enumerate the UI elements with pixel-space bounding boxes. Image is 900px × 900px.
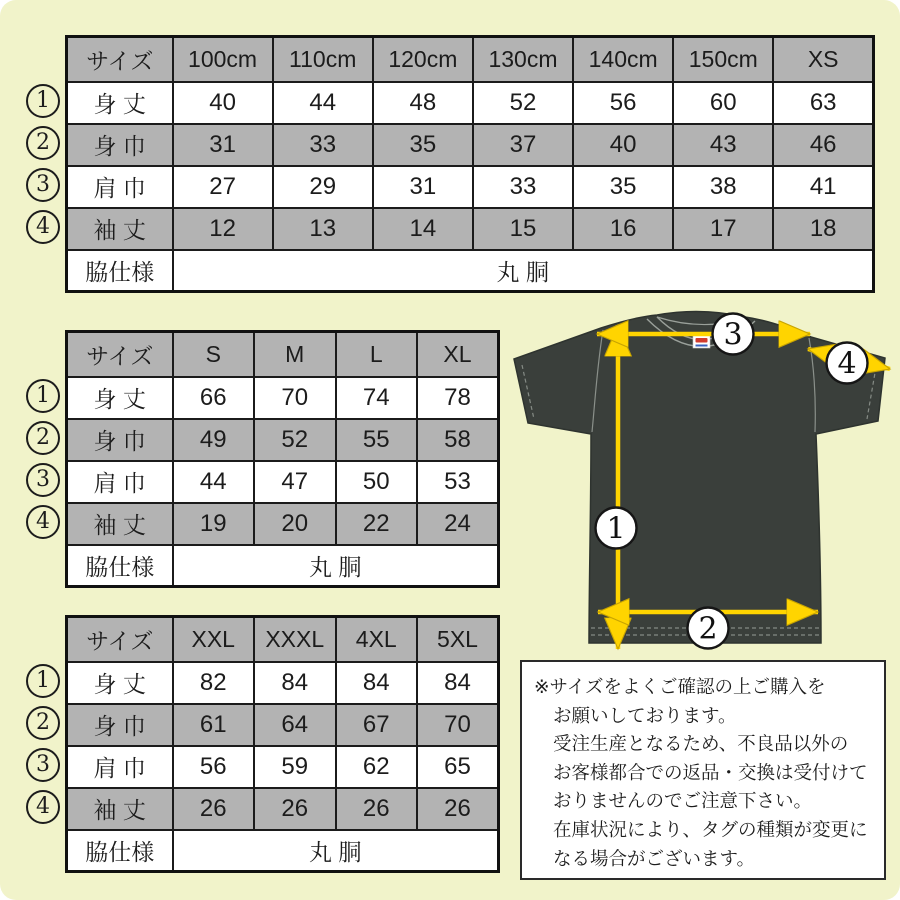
- measure-row-label: 身 丈: [67, 82, 173, 124]
- size-value-cell: 35: [573, 166, 673, 208]
- callout-4-badge: [827, 343, 868, 384]
- size-column-header: XXL: [173, 617, 255, 662]
- size-value-cell: 41: [773, 166, 873, 208]
- size-value-cell: 50: [336, 461, 418, 503]
- kids-size-table: [65, 35, 875, 293]
- big-size-table-block: [24, 615, 500, 873]
- size-value-cell: 84: [336, 662, 418, 704]
- size-column-header: XS: [773, 37, 873, 82]
- callout-2-label: 2: [698, 611, 718, 647]
- size-value-cell: 26: [254, 788, 336, 830]
- size-value-cell: 14: [373, 208, 473, 250]
- size-value-cell: 44: [273, 82, 373, 124]
- callout-1-label: 1: [606, 511, 626, 547]
- size-value-cell: 40: [173, 82, 273, 124]
- note-line: お願いしております。: [553, 704, 737, 726]
- size-value-cell: 15: [473, 208, 573, 250]
- size-header-label: サイズ: [67, 617, 173, 662]
- size-value-cell: 33: [473, 166, 573, 208]
- size-column-header: 5XL: [417, 617, 499, 662]
- size-value-cell: 31: [373, 166, 473, 208]
- measure-row-label: 身 丈: [67, 662, 173, 704]
- note-line: お客様都合での返品・交換は受付けて: [553, 761, 868, 783]
- size-value-cell: 52: [254, 419, 336, 461]
- size-value-cell: 67: [336, 704, 418, 746]
- size-column-header: 120cm: [373, 37, 473, 82]
- measure-row-label: 袖 丈: [67, 208, 173, 250]
- big-size-table: [65, 615, 500, 873]
- note-line: なる場合がございます。: [553, 847, 756, 869]
- size-value-cell: 56: [173, 746, 255, 788]
- size-value-cell: 60: [673, 82, 773, 124]
- size-column-header: 130cm: [473, 37, 573, 82]
- adult-size-table-block: [24, 330, 500, 588]
- row-number-badge: 1: [26, 84, 60, 118]
- side-spec-label: 脇仕様: [67, 830, 173, 872]
- row-number-badge: 3: [26, 748, 60, 782]
- callout-3-label: 3: [723, 317, 743, 353]
- size-value-cell: 16: [573, 208, 673, 250]
- size-header-label: サイズ: [67, 332, 173, 377]
- size-column-header: S: [173, 332, 255, 377]
- size-value-cell: 70: [417, 704, 499, 746]
- size-value-cell: 53: [417, 461, 499, 503]
- tshirt-measurement-diagram: [505, 307, 895, 652]
- row-number-badge: 3: [26, 168, 60, 202]
- size-value-cell: 52: [473, 82, 573, 124]
- size-value-cell: 58: [417, 419, 499, 461]
- size-value-cell: 43: [673, 124, 773, 166]
- note-line: おりませんのでご注意下さい。: [553, 790, 813, 812]
- size-column-header: XXXL: [254, 617, 336, 662]
- size-column-header: 100cm: [173, 37, 273, 82]
- kids-row-number-gutter: [24, 35, 60, 290]
- row-number-badge: 4: [26, 210, 60, 244]
- callout-4-label: 4: [837, 346, 857, 382]
- size-value-cell: 49: [173, 419, 255, 461]
- size-value-cell: 62: [336, 746, 418, 788]
- kids-size-table-block: [24, 35, 875, 293]
- size-value-cell: 18: [773, 208, 873, 250]
- adult-row-number-gutter: [24, 330, 60, 585]
- side-spec-value: 丸 胴: [173, 830, 499, 872]
- size-value-cell: 13: [273, 208, 373, 250]
- row-number-badge: 2: [26, 126, 60, 160]
- row-number-badge: 2: [26, 706, 60, 740]
- size-value-cell: 35: [373, 124, 473, 166]
- adult-size-table: [65, 330, 500, 588]
- purchase-note-box: [520, 660, 886, 880]
- size-value-cell: 65: [417, 746, 499, 788]
- size-value-cell: 70: [254, 377, 336, 419]
- size-value-cell: 33: [273, 124, 373, 166]
- measure-row-label: 身 巾: [67, 419, 173, 461]
- size-value-cell: 27: [173, 166, 273, 208]
- size-value-cell: 26: [336, 788, 418, 830]
- big-row-number-gutter: [24, 615, 60, 870]
- row-number-badge: 1: [26, 664, 60, 698]
- callout-3-badge: [713, 314, 754, 355]
- measure-row-label: 肩 巾: [67, 461, 173, 503]
- size-column-header: 110cm: [273, 37, 373, 82]
- size-value-cell: 63: [773, 82, 873, 124]
- measure-row-label: 肩 巾: [67, 746, 173, 788]
- size-value-cell: 66: [173, 377, 255, 419]
- collar-brand-tag-icon: [693, 335, 710, 348]
- size-value-cell: 61: [173, 704, 255, 746]
- size-value-cell: 40: [573, 124, 673, 166]
- row-number-badge: 4: [26, 790, 60, 824]
- size-value-cell: 37: [473, 124, 573, 166]
- note-line: ※サイズをよくご確認の上ご購入を: [534, 676, 826, 697]
- size-value-cell: 20: [254, 503, 336, 545]
- measure-row-label: 身 丈: [67, 377, 173, 419]
- measure-row-label: 身 巾: [67, 124, 173, 166]
- row-number-badge: 2: [26, 421, 60, 455]
- size-value-cell: 48: [373, 82, 473, 124]
- size-value-cell: 24: [417, 503, 499, 545]
- size-value-cell: 44: [173, 461, 255, 503]
- size-value-cell: 84: [417, 662, 499, 704]
- size-value-cell: 74: [336, 377, 418, 419]
- size-value-cell: 38: [673, 166, 773, 208]
- size-value-cell: 26: [173, 788, 255, 830]
- callout-2-badge: [688, 608, 729, 649]
- size-column-header: L: [336, 332, 418, 377]
- measure-row-label: 袖 丈: [67, 503, 173, 545]
- size-value-cell: 46: [773, 124, 873, 166]
- size-value-cell: 64: [254, 704, 336, 746]
- size-value-cell: 55: [336, 419, 418, 461]
- size-value-cell: 19: [173, 503, 255, 545]
- side-spec-value: 丸 胴: [173, 545, 499, 587]
- side-spec-label: 脇仕様: [67, 545, 173, 587]
- note-line: 受注生産となるため、不良品以外の: [553, 733, 849, 755]
- size-value-cell: 26: [417, 788, 499, 830]
- size-column-header: 140cm: [573, 37, 673, 82]
- measure-row-label: 袖 丈: [67, 788, 173, 830]
- callout-1-badge: [596, 508, 637, 549]
- size-value-cell: 78: [417, 377, 499, 419]
- size-value-cell: 82: [173, 662, 255, 704]
- size-value-cell: 31: [173, 124, 273, 166]
- row-number-badge: 3: [26, 463, 60, 497]
- row-number-badge: 1: [26, 379, 60, 413]
- side-spec-value: 丸 胴: [173, 250, 874, 292]
- side-spec-label: 脇仕様: [67, 250, 173, 292]
- size-value-cell: 84: [254, 662, 336, 704]
- row-number-badge: 4: [26, 505, 60, 539]
- size-column-header: 4XL: [336, 617, 418, 662]
- size-header-label: サイズ: [67, 37, 173, 82]
- size-value-cell: 22: [336, 503, 418, 545]
- size-column-header: 150cm: [673, 37, 773, 82]
- size-value-cell: 59: [254, 746, 336, 788]
- size-value-cell: 29: [273, 166, 373, 208]
- size-column-header: M: [254, 332, 336, 377]
- size-value-cell: 47: [254, 461, 336, 503]
- size-value-cell: 17: [673, 208, 773, 250]
- measure-row-label: 肩 巾: [67, 166, 173, 208]
- note-line: 在庫状況により、タグの種類が変更に: [553, 818, 868, 840]
- size-column-header: XL: [417, 332, 499, 377]
- measure-row-label: 身 巾: [67, 704, 173, 746]
- size-value-cell: 12: [173, 208, 273, 250]
- size-value-cell: 56: [573, 82, 673, 124]
